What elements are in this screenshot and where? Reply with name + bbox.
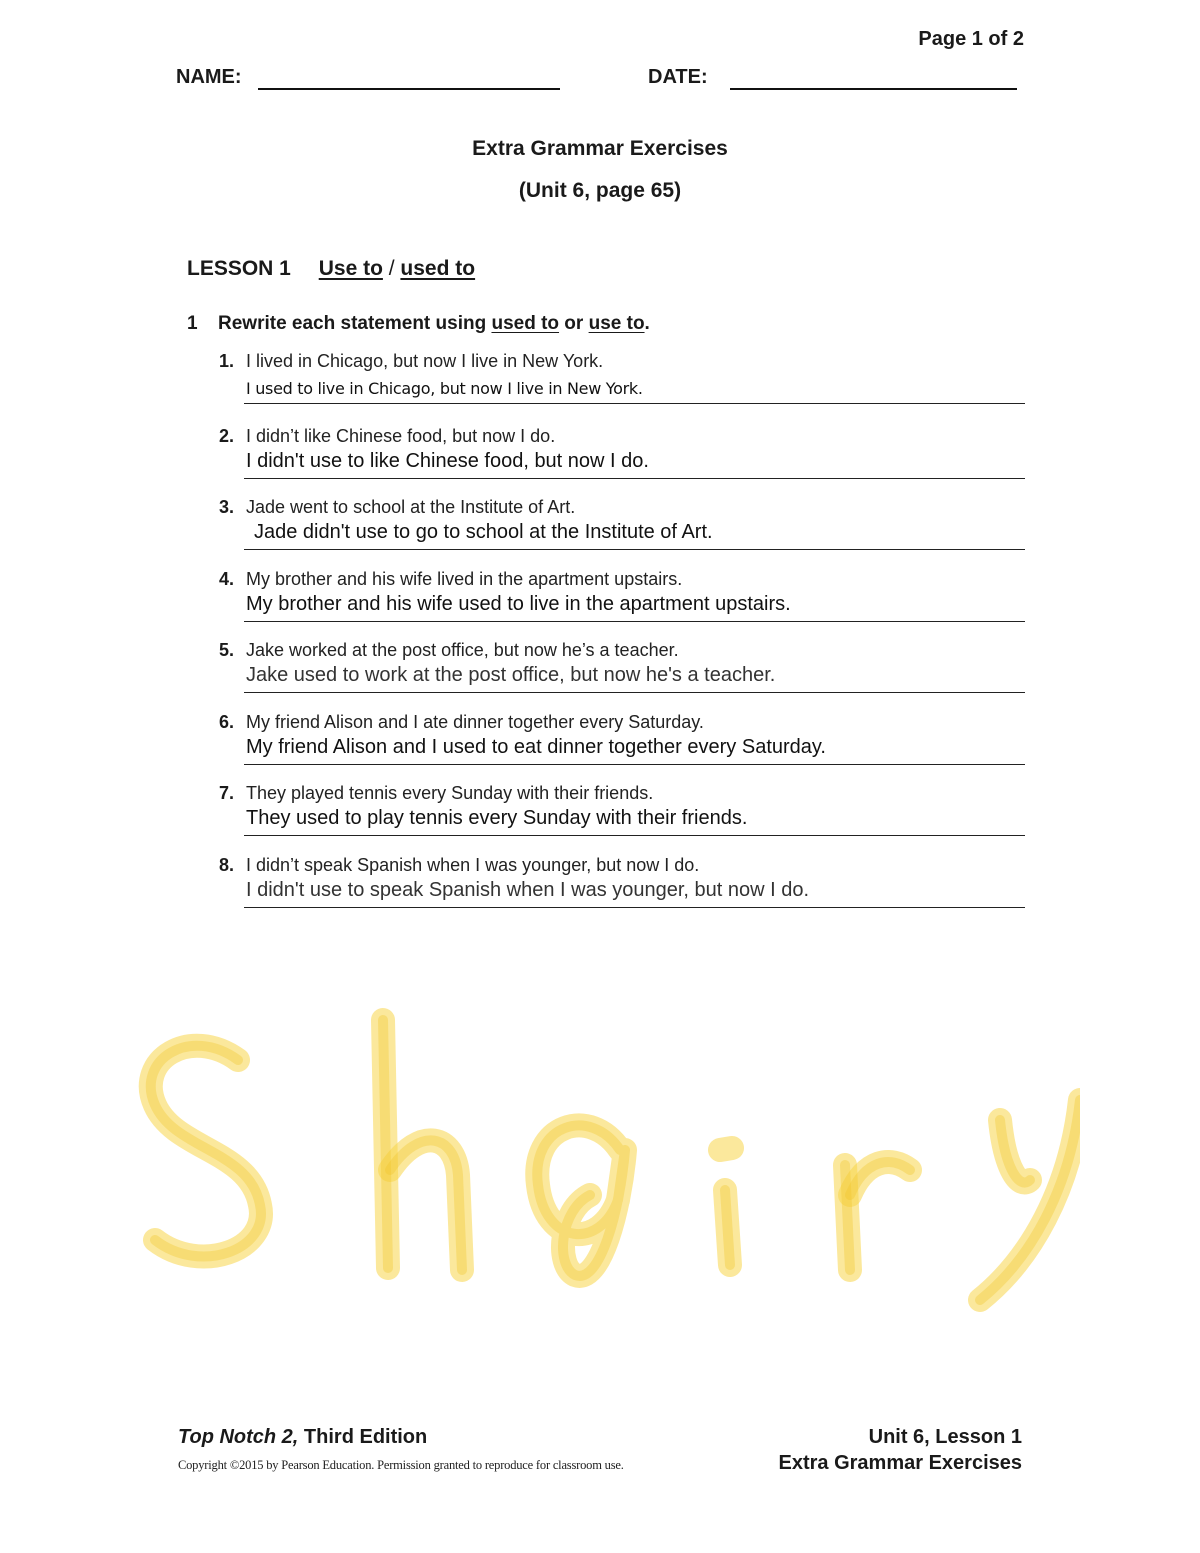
lesson-topic-b: used to (400, 257, 476, 280)
exercise-item (0, 426, 1200, 496)
page-number: Page 1 of 2 (918, 28, 1024, 50)
lesson-heading (187, 257, 475, 281)
instruction-text: Rewrite each statement using (218, 313, 492, 334)
instruction-end: . (644, 313, 650, 334)
exercise-answer[interactable]: They used to play tennis every Sunday with their friends. (246, 807, 748, 829)
book-edition: Third Edition (298, 1426, 428, 1448)
exercise-question: I didn’t like Chinese food, but now I do. (246, 426, 556, 446)
footer-section: Extra Grammar Exercises (778, 1452, 1022, 1474)
exercise-question: They played tennis every Sunday with their friends. (246, 783, 654, 803)
footer-unit-lesson: Unit 6, Lesson 1 (868, 1426, 1022, 1448)
page-subtitle: (Unit 6, page 65) (518, 179, 682, 202)
exercise-question: I lived in Chicago, but now I live in New York. (246, 351, 604, 371)
exercise-question: I didn’t speak Spanish when I was younger, but now I do. (246, 855, 700, 875)
footer-book-title (178, 1426, 427, 1449)
instruction-term-a: used to (491, 313, 560, 334)
date-label: DATE: (648, 66, 708, 88)
answer-line (244, 835, 1025, 836)
exercise-question: Jake worked at the post office, but now he’s a teacher. (246, 640, 679, 660)
footer-copyright: Copyright ©2015 by Pearson Education. Permission granted to reproduce for classroom use. (178, 1458, 624, 1472)
exercise-item (0, 712, 1200, 782)
exercise-question: My friend Alison and I ate dinner together every Saturday. (246, 712, 704, 732)
date-field-line[interactable] (730, 88, 1017, 90)
instruction-number: 1 (187, 313, 198, 334)
exercise-item (0, 640, 1200, 710)
exercise-item (0, 351, 1200, 421)
lesson-topic-a: Use to (318, 257, 383, 280)
exercise-answer[interactable]: My friend Alison and I used to eat dinner together every Saturday. (246, 736, 826, 758)
answer-line (244, 549, 1025, 550)
exercise-number: 5. (218, 640, 234, 660)
exercise-number: 3. (218, 497, 234, 517)
book-name: Top Notch 2, (178, 1426, 299, 1448)
exercise-answer[interactable]: I didn't use to like Chinese food, but now I do. (246, 450, 649, 472)
exercise-number: 6. (218, 712, 234, 732)
exercise-item (0, 497, 1200, 567)
handwritten-signature (120, 1000, 1080, 1340)
answer-line (244, 478, 1025, 479)
exercise-answer[interactable]: Jade didn't use to go to school at the Institute of Art. (254, 521, 713, 543)
exercise-answer[interactable]: My brother and his wife used to live in the apartment upstairs. (246, 593, 791, 615)
instruction-middle: or (559, 313, 589, 334)
answer-line (244, 692, 1025, 693)
page-title: Extra Grammar Exercises (472, 137, 728, 160)
exercise-answer[interactable]: Jake used to work at the post office, but now he's a teacher. (246, 664, 776, 686)
exercise-number: 7. (218, 783, 234, 803)
answer-line (244, 621, 1025, 622)
answer-line (244, 403, 1025, 404)
exercise-question: My brother and his wife lived in the apartment upstairs. (246, 569, 683, 589)
lesson-separator: / (382, 257, 401, 280)
name-field-line[interactable] (258, 88, 560, 90)
instruction (187, 313, 650, 335)
signature-strokes (151, 1020, 1080, 1300)
exercise-number: 8. (218, 855, 234, 875)
lesson-number: LESSON 1 (187, 257, 291, 280)
answer-line (244, 764, 1025, 765)
exercise-answer[interactable]: I used to live in Chicago, but now I live in New York. (246, 379, 643, 398)
exercise-number: 4. (218, 569, 234, 589)
exercise-item (0, 569, 1200, 639)
answer-line (244, 907, 1025, 908)
instruction-term-b: use to (588, 313, 645, 334)
exercise-answer[interactable]: I didn't use to speak Spanish when I was younger, but now I do. (246, 879, 810, 901)
exercise-question: Jade went to school at the Institute of Art. (246, 497, 576, 517)
exercise-number: 2. (218, 426, 234, 446)
exercise-item (0, 855, 1200, 925)
exercise-number: 1. (218, 351, 234, 371)
name-label: NAME: (176, 66, 242, 88)
exercise-item (0, 783, 1200, 853)
